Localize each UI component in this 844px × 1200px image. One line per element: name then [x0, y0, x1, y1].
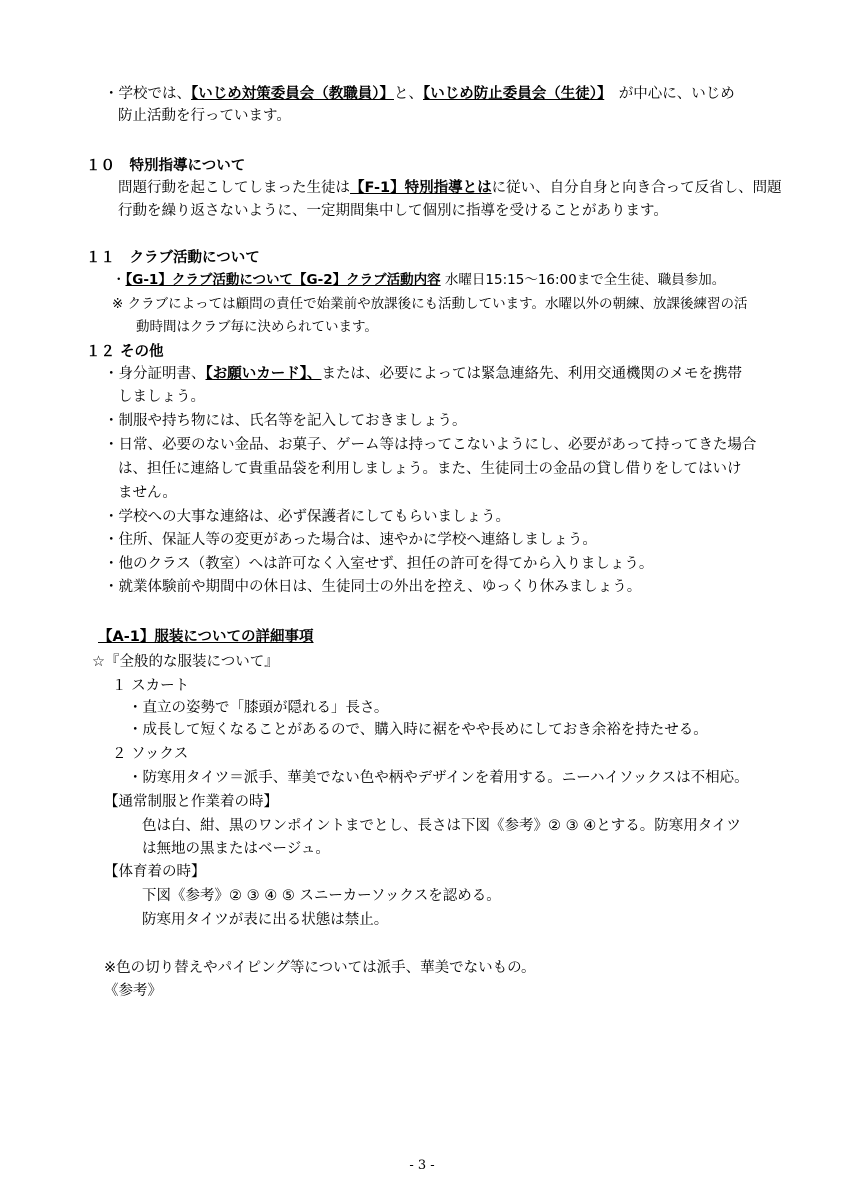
- uniform-line-1: 色は白、紺、黒のワンポイントまでとし、長さは下図《参考》② ③ ④とする。防寒用タイツ: [142, 818, 741, 834]
- link-bullying-student-committee[interactable]: 【いじめ防止委員会（生徒）】: [423, 86, 605, 102]
- special-guidance-line-2: 行動を繰り返さないように、一定期間集中して個別に指導を受けることがあります。: [118, 203, 668, 219]
- skirt-line-2: ・成長して短くなることがあるので、購入時に裾をやや長めにしておき余裕を持たせる。: [128, 722, 708, 738]
- link-special-guidance[interactable]: 【F-1】特別指導とは: [350, 180, 492, 196]
- page-number: - 3 -: [409, 1158, 435, 1173]
- special-guidance-line-1: 問題行動を起こしてしまった生徒は【F-1】特別指導とはに従い、自分自身と向き合って反省し、問題: [118, 180, 782, 196]
- other-line-10: ・就業体験前や期間中の休日は、生徒同士の外出を控え、ゆっくり休みましょう。: [104, 579, 642, 595]
- skirt-line-1: ・直立の姿勢で「膝頭が隠れる」長さ。: [128, 700, 389, 716]
- other-line-7: ・学校への大事な連絡は、必ず保護者にしてもらいましょう。: [104, 509, 510, 525]
- club-line-1: ・【G-1】クラブ活動について【G-2】クラブ活動内容 水曜日15:15～16:00まで全生徒、職員参加。: [112, 272, 726, 288]
- general-clothing-heading: ☆『全般的な服装について』: [92, 654, 279, 670]
- other-line-9: ・他のクラス（教室）へは許可なく入室せず、担任の許可を得てから入りましょう。: [104, 556, 654, 572]
- pe-line-2: 防寒用タイツが表に出る状態は禁止。: [142, 912, 389, 928]
- uniform-heading: 【通常制服と作業着の時】: [104, 794, 278, 810]
- other-line-2: しましょう。: [118, 389, 205, 405]
- socks-heading: ２ ソックス: [112, 746, 189, 762]
- link-request-card[interactable]: 【お願いカード】、: [205, 366, 322, 382]
- other-line-4: ・日常、必要のない金品、お菓子、ゲーム等は持ってこないようにし、必要があって持ってきた場合: [104, 437, 757, 453]
- pe-heading: 【体育着の時】: [104, 864, 206, 880]
- section-11-heading: １１ クラブ活動について: [86, 250, 260, 266]
- section-10-heading: １０ 特別指導について: [86, 158, 246, 174]
- color-note: ※色の切り替えやパイピング等については派手、華美でないもの。: [104, 960, 536, 976]
- other-line-1: ・身分証明書、【お願いカード】、または、必要によっては緊急連絡先、利用交通機関のメモを携帯: [104, 366, 742, 382]
- skirt-heading: １ スカート: [112, 678, 190, 694]
- bullying-line-2: 防止活動を行っています。: [118, 108, 291, 124]
- section-12-heading: １２ その他: [86, 344, 164, 360]
- other-line-8: ・住所、保証人等の変更があった場合は、速やかに学校へ連絡しましょう。: [104, 532, 597, 548]
- bullying-line-1: ・学校では、【いじめ対策委員会（教職員）】と、【いじめ防止委員会（生徒）】 が中心に、いじめ: [104, 86, 735, 102]
- club-note-line-2: 動時間はクラブ毎に決められています。: [136, 319, 378, 335]
- link-bullying-staff-committee[interactable]: 【いじめ対策委員会（教職員）】: [191, 86, 394, 102]
- club-note-line-1: ※ クラブによっては顧問の責任で始業前や放課後にも活動しています。水曜以外の朝練、放課後練習の活: [112, 296, 748, 312]
- uniform-line-2: は無地の黒またはベージュ。: [142, 841, 330, 857]
- other-line-3: ・制服や持ち物には、氏名等を記入しておきましょう。: [104, 413, 467, 429]
- pe-line-1: 下図《参考》② ③ ④ ⑤ スニーカーソックスを認める。: [142, 888, 501, 904]
- socks-line-1: ・防寒用タイツ＝派手、華美でない色や柄やデザインを着用する。ニーハイソックスは不相応。: [128, 770, 749, 786]
- other-line-5: は、担任に連絡して貴重品袋を利用しましょう。また、生徒同士の金品の貸し借りをしてはいけ: [118, 461, 742, 477]
- reference-label: 《参考》: [104, 983, 162, 999]
- other-line-6: ません。: [118, 485, 177, 501]
- a1-heading: 【A-1】服装についての詳細事項: [98, 629, 314, 645]
- link-club-activities[interactable]: 【G-1】クラブ活動について【G-2】クラブ活動内容: [125, 272, 441, 288]
